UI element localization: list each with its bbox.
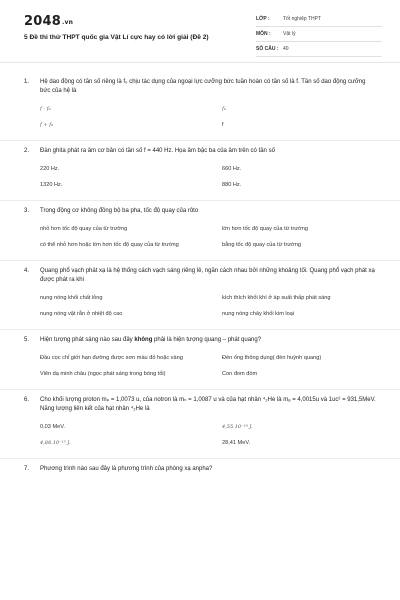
question-text: Đàn ghita phát ra âm cơ bản có tần số f = 440 Hz. Họa âm bậc ba của âm trên có tần số bbox=[40, 148, 275, 154]
question-stem bbox=[24, 78, 376, 96]
question-item bbox=[0, 141, 400, 201]
question-number: 1. bbox=[24, 79, 30, 85]
answer-option[interactable]: nhỏ hơn tốc độ quay của từ trường bbox=[40, 226, 128, 232]
meta-value: 40 bbox=[283, 46, 289, 52]
question-item bbox=[0, 390, 400, 459]
answer-option[interactable]: 4,55.10⁻¹⁸ J. bbox=[222, 424, 253, 430]
page-header bbox=[0, 0, 400, 63]
answer-option[interactable]: f bbox=[222, 122, 224, 128]
answer-option[interactable]: nung nóng vật rắn ở nhiệt độ cao bbox=[40, 311, 123, 317]
question-number: 2. bbox=[24, 148, 30, 154]
answer-option[interactable]: f₀ bbox=[222, 106, 226, 112]
answer-option[interactable]: nung nóng chảy khối kim loại bbox=[222, 311, 295, 317]
answer-option[interactable]: f - f₀ bbox=[40, 106, 51, 112]
meta-value: Tốt nghiệp THPT bbox=[283, 16, 321, 22]
question-list bbox=[0, 72, 400, 478]
answer-options bbox=[24, 285, 376, 325]
question-stem bbox=[24, 147, 376, 156]
site-logo[interactable] bbox=[24, 14, 73, 29]
answer-option[interactable]: Viên dạ minh châu (ngọc phát sáng trong bóng tối) bbox=[40, 371, 166, 377]
logo-text: 2048 bbox=[24, 14, 61, 29]
answer-options bbox=[24, 96, 376, 136]
question-stem bbox=[24, 336, 376, 345]
answer-option[interactable]: lớn hơn tốc độ quay của từ trường bbox=[222, 226, 308, 232]
document-meta bbox=[256, 12, 382, 57]
question-text-part: Hiện tượng phát sáng nào sau đây bbox=[40, 337, 135, 343]
question-text: Quang phổ vạch phát xạ là hệ thống cách vạch sáng riêng lẻ, ngăn cách nhau bởi những khoảng tối. Quang phổ vạch phát xạ được phát ra khi bbox=[40, 268, 375, 283]
answer-options bbox=[24, 414, 376, 454]
answer-option[interactable]: 660 Hz. bbox=[222, 166, 242, 172]
meta-label: SỐ CÂU : bbox=[256, 46, 279, 52]
answer-option[interactable]: f + f₀ bbox=[40, 122, 54, 128]
answer-option[interactable]: 880 Hz. bbox=[222, 182, 242, 188]
answer-option[interactable]: bằng tốc độ quay của từ trường bbox=[222, 242, 301, 248]
answer-options bbox=[24, 156, 376, 196]
question-item bbox=[0, 261, 400, 330]
question-text bbox=[40, 336, 376, 345]
meta-value: Vật lý bbox=[283, 31, 296, 37]
question-text: Trong động cơ không đồng bộ ba pha, tốc độ quay của rôto bbox=[40, 208, 199, 214]
question-item bbox=[0, 459, 400, 478]
question-stem bbox=[24, 396, 376, 414]
question-item bbox=[0, 201, 400, 261]
answer-option[interactable]: 1320 Hz. bbox=[40, 182, 63, 188]
question-stem bbox=[24, 465, 376, 474]
meta-row-count bbox=[256, 42, 382, 57]
question-number: 3. bbox=[24, 208, 30, 214]
question-text: Phương trình nào sau đây là phương trình của phóng xạ anpha? bbox=[40, 466, 213, 472]
question-item bbox=[0, 72, 400, 141]
answer-option[interactable]: Đèn ống thông dụng( đèn huỳnh quang) bbox=[222, 355, 322, 361]
question-text-part: phải là hiện tượng quang – phát quang? bbox=[152, 337, 262, 343]
meta-label: MÔN : bbox=[256, 31, 271, 37]
answer-option[interactable]: Con đom đóm bbox=[222, 371, 258, 377]
answer-option[interactable]: có thể nhỏ hơn hoặc lớn hơn tốc độ quay của từ trường bbox=[40, 242, 179, 248]
question-number: 4. bbox=[24, 268, 30, 274]
answer-options bbox=[24, 345, 376, 385]
question-text: Hệ dao động có tần số riêng là f₀ chịu tác dụng của ngoại lực cưỡng bức tuần hoàn có tần số là f. Tần số dao động cưỡng bức của hệ là bbox=[40, 79, 366, 94]
meta-row-subject bbox=[256, 27, 382, 42]
answer-option[interactable]: 4,88.10⁻¹⁵ J. bbox=[40, 440, 71, 446]
answer-option[interactable]: 28,41 MeV. bbox=[222, 440, 251, 446]
answer-option[interactable]: 220 Hz. bbox=[40, 166, 60, 172]
document-title: 5 Đề thi thử THPT quốc gia Vật Lí cực hay có lời giải (Đề 2) bbox=[24, 34, 209, 41]
logo-suffix: .vn bbox=[61, 19, 74, 26]
question-text: Cho khối lượng proton mₚ = 1,0073 u, của notron là mₙ = 1,0087 u và của hạt nhân ⁴₂He là mₐ = 4,0015u và 1uc² = 931,5MeV. Năng lượng liên kết của hạt nhân ⁴₂He là bbox=[40, 397, 376, 412]
meta-label: LỚP : bbox=[256, 16, 270, 22]
answer-option[interactable]: 0,03 MeV. bbox=[40, 424, 65, 430]
question-keyword: không bbox=[134, 337, 153, 343]
question-item bbox=[0, 330, 400, 390]
meta-row-class bbox=[256, 12, 382, 27]
answer-options bbox=[24, 216, 376, 256]
answer-option[interactable]: nung nóng khối chất lỏng bbox=[40, 295, 103, 301]
question-number: 7. bbox=[24, 466, 30, 472]
question-stem bbox=[24, 207, 376, 216]
question-number: 5. bbox=[24, 337, 30, 343]
answer-option[interactable]: kích thích khối khí ở áp suất thấp phát sáng bbox=[222, 295, 331, 301]
question-stem bbox=[24, 267, 376, 285]
question-number: 6. bbox=[24, 397, 30, 403]
answer-option[interactable]: Đầu cọc chỉ giới hạn đường được sơn màu đỏ hoặc vàng bbox=[40, 355, 183, 361]
